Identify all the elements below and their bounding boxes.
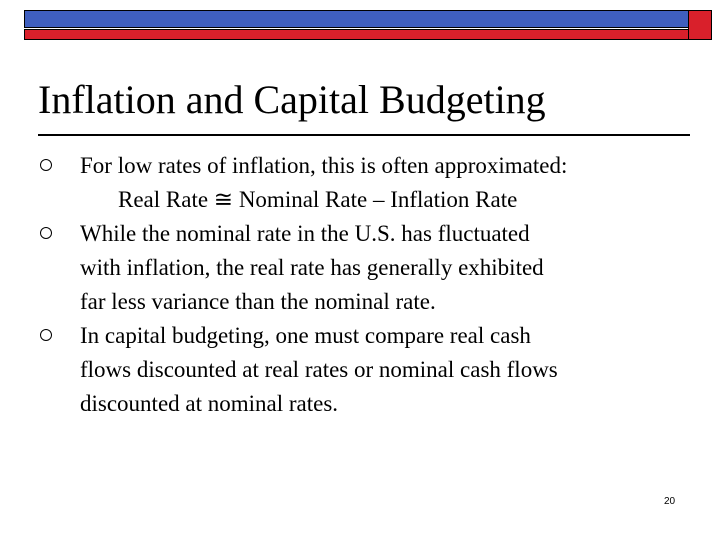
bullet-text-line: In capital budgeting, one must compare real cash <box>80 323 531 348</box>
bullet-item-approximation <box>38 149 698 217</box>
bullet-item-capital-budgeting <box>38 319 698 421</box>
header-blue-bar <box>24 10 712 28</box>
bullet-text-line: While the nominal rate in the U.S. has fluctuated <box>80 221 530 246</box>
bullet-text-line: flows discounted at real rates or nominal cash flows <box>80 357 558 382</box>
hollow-circle-bullet-icon <box>40 159 52 171</box>
header-corner-square <box>688 10 712 40</box>
formula-line: Real Rate ≅ Nominal Rate – Inflation Rate <box>118 187 518 212</box>
header-red-bar <box>24 29 712 40</box>
hollow-circle-bullet-icon <box>40 329 52 341</box>
bullet-text-line: For low rates of inflation, this is often approximated: <box>80 153 568 178</box>
bullet-text-line: with inflation, the real rate has generally exhibited <box>80 255 544 280</box>
bullet-text-line: discounted at nominal rates. <box>80 391 339 416</box>
bullet-item-variance <box>38 217 698 319</box>
title-underline <box>38 134 690 136</box>
bullet-list <box>38 149 698 421</box>
page-number: 20 <box>664 496 676 507</box>
hollow-circle-bullet-icon <box>40 227 52 239</box>
bullet-text-line: far less variance than the nominal rate. <box>80 289 436 314</box>
slide-title: Inflation and Capital Budgeting <box>38 77 546 122</box>
